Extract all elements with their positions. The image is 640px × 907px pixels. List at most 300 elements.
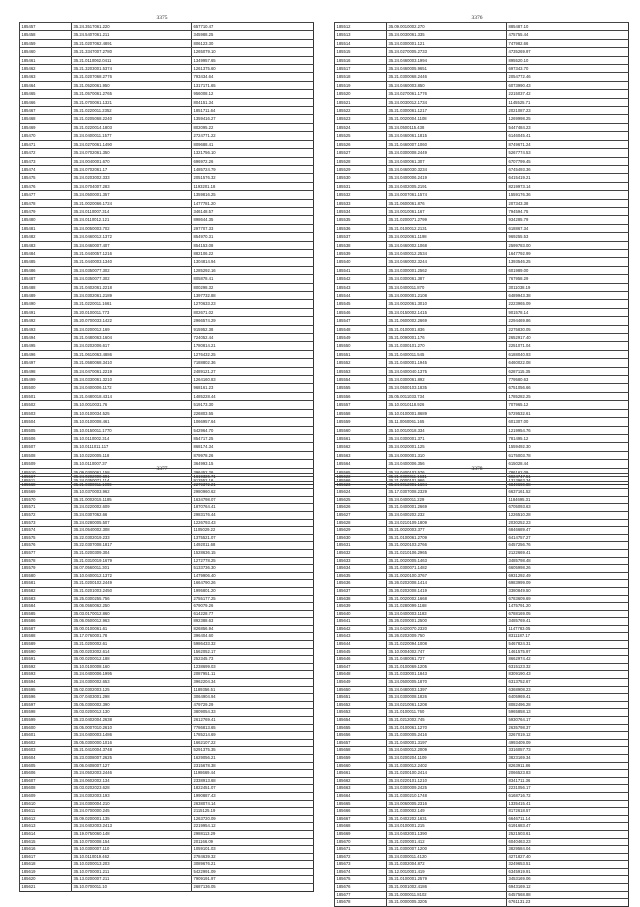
value-cell: 2251071.04: [507, 342, 629, 350]
table-row: [335, 39, 629, 47]
record-id-cell: 185460: [20, 48, 72, 56]
record-id-cell: 185629: [335, 527, 387, 535]
table-row: [335, 367, 629, 375]
value-cell: 1276432.25: [192, 350, 314, 358]
value-cell: 5133736.30: [192, 565, 314, 573]
record-id-cell: 185657: [335, 739, 387, 747]
record-id-cell: 185540: [335, 258, 387, 266]
value-cell: 3316057.73: [507, 747, 629, 755]
coordinate-cell: 35.24.0400006.1995: [72, 671, 192, 679]
value-cell: 1662107.22: [192, 739, 314, 747]
table-row: [335, 409, 629, 417]
record-id-cell: 185660: [335, 762, 387, 770]
record-id-cell: 185604: [20, 754, 72, 762]
coordinate-cell: 35.13.0200007.211: [72, 876, 192, 884]
coordinate-cell: 35.19.0750060.148: [72, 830, 192, 838]
value-cell: 898644.35: [192, 216, 314, 224]
coordinate-cell: 35.21.0020004.1108: [387, 115, 507, 123]
record-id-cell: 185459: [20, 39, 72, 47]
value-cell: 6315123.32: [507, 663, 629, 671]
coordinate-cell: 35.24.0007061.1574: [387, 191, 507, 199]
value-cell: 679079.26: [192, 603, 314, 611]
value-cell: 614228.77: [192, 610, 314, 618]
table-row: [20, 861, 314, 869]
table-row: [335, 717, 629, 725]
table-row: [335, 31, 629, 39]
value-cell: 5422991.09: [192, 868, 314, 876]
table-row: [20, 542, 314, 550]
value-cell: 6849690.88: [507, 481, 629, 489]
coordinate-cell: 35.21.0000005.3205: [387, 899, 507, 907]
table-row: [335, 884, 629, 892]
table-row: [20, 140, 314, 148]
coordinate-cell: 35.09.0300061.158: [72, 468, 192, 476]
table-row: [335, 199, 629, 207]
coordinate-cell: 35.24.0400003.1183: [387, 610, 507, 618]
table-row: [335, 157, 629, 165]
value-cell: 779580.63: [507, 376, 629, 384]
record-id-cell: 185656: [335, 732, 387, 740]
coordinate-cell: 35.22.0302019.233: [72, 534, 192, 542]
value-cell: 252345.73: [192, 656, 314, 664]
page-number: 3375: [156, 15, 168, 21]
value-cell: 1313963.34: [507, 476, 629, 484]
coordinate-cell: 35.20.0700033.1422: [72, 317, 192, 325]
coordinate-cell: 35.10.0010018.334: [387, 426, 507, 434]
coordinate-cell: 35.21.0580068.3410: [72, 359, 192, 367]
value-cell: 2652917.40: [507, 334, 629, 342]
record-id-cell: 185536: [335, 224, 387, 232]
coordinate-cell: 35.21.0207062.4891: [72, 39, 192, 47]
coordinate-cell: 35.21.0220011.1661: [72, 300, 192, 308]
coordinate-cell: 35.12.0010001.419: [387, 868, 507, 876]
coordinate-cell: 35.21.0100001.2579: [387, 876, 507, 884]
record-id-cell: 185573: [20, 519, 72, 527]
table-row: [335, 434, 629, 442]
coordinate-cell: 35.24.0270061.1490: [72, 140, 192, 148]
table-row: [335, 868, 629, 876]
value-cell: 934285.79: [507, 216, 629, 224]
record-id-cell: 185626: [335, 504, 387, 512]
table-row: [20, 191, 314, 199]
value-cell: 3380849.50: [507, 587, 629, 595]
coordinate-cell: 35.24.0307062.66: [72, 511, 192, 519]
coordinate-cell: 35.24.0202000.691: [72, 474, 192, 482]
record-id-cell: 185577: [20, 549, 72, 557]
coordinate-cell: 35.05.0300002.390: [72, 701, 192, 709]
record-id-cell: 185603: [20, 747, 72, 755]
record-id-cell: 185499: [20, 376, 72, 384]
value-cell: 8172618.57: [507, 808, 629, 816]
table-row: [20, 275, 314, 283]
table-row: [335, 249, 629, 257]
record-id-cell: 185567: [20, 474, 72, 482]
table-row: [335, 557, 629, 565]
coordinate-cell: 35.24.0400006.356: [387, 460, 507, 468]
value-cell: 6460022.08: [507, 359, 629, 367]
table-row: [335, 770, 629, 778]
value-cell: 786162.09: [507, 468, 629, 476]
coordinate-cell: 35.22.0307008.1817: [72, 542, 192, 550]
record-id-cell: 185633: [335, 557, 387, 565]
value-cell: 1477781.20: [192, 199, 314, 207]
record-id-cell: 185477: [20, 191, 72, 199]
coordinate-cell: 35.24.0400006.1172: [72, 384, 192, 392]
value-cell: 3809054.33: [192, 709, 314, 717]
table-row: [20, 451, 314, 459]
coordinate-cell: 35.24.0302003.193: [72, 792, 192, 800]
coordinate-cell: 35.21.0200002.61: [72, 641, 192, 649]
table-row: [20, 549, 314, 557]
table-row: [20, 65, 314, 73]
record-id-cell: 185539: [335, 249, 387, 257]
table-row: [335, 56, 629, 64]
record-id-cell: 185605: [20, 762, 72, 770]
record-id-cell: 185625: [335, 496, 387, 504]
coordinate-cell: 35.24.0203002.333: [72, 174, 192, 182]
coordinate-cell: 35.10.0370003.962: [72, 489, 192, 497]
record-id-cell: 185548: [335, 325, 387, 333]
value-cell: 2087951.11: [192, 671, 314, 679]
record-id-cell: 185616: [20, 846, 72, 854]
coordinate-cell: 35.21.0440003.1340: [72, 258, 192, 266]
record-id-cell: 185583: [20, 595, 72, 603]
value-cell: 2338913.68: [192, 777, 314, 785]
table-row: [20, 679, 314, 687]
value-cell: 2051576.32: [192, 174, 314, 182]
coordinate-cell: 35.24.0110007.314: [72, 207, 192, 215]
page-2: [334, 15, 620, 485]
coordinate-cell: 35.21.0220094.1008: [387, 641, 507, 649]
coordinate-cell: 35.24.0000001.310: [387, 451, 507, 459]
table-row: [335, 777, 629, 785]
table-row: [335, 90, 629, 98]
table-row: [335, 625, 629, 633]
record-id-cell: 185542: [335, 275, 387, 283]
value-cell: 6287115.35: [507, 367, 629, 375]
coordinate-cell: 35.24.0300011.4120: [387, 853, 507, 861]
coordinate-cell: 35.21.0610063.4886: [72, 350, 192, 358]
record-id-cell: 185541: [335, 266, 387, 274]
coordinate-cell: 35.24.0210061.1208: [387, 701, 507, 709]
coordinate-cell: 35.21.0402061.2218: [72, 283, 192, 291]
record-id-cell: 185617: [20, 853, 72, 861]
page-4: [334, 466, 620, 907]
table-row: [20, 233, 314, 241]
record-id-cell: 185531: [335, 182, 387, 190]
record-id-cell: 185530: [335, 174, 387, 182]
table-row: [20, 443, 314, 451]
value-cell: 207343.38: [507, 199, 629, 207]
coordinate-cell: 35.26.0202009.750: [387, 633, 507, 641]
record-id-cell: 185668: [335, 823, 387, 831]
value-cell: 2294469.86: [507, 317, 629, 325]
coordinate-cell: 35.05.0300000.1016: [72, 739, 192, 747]
record-id-cell: 185587: [20, 625, 72, 633]
record-id-cell: 185560: [335, 426, 387, 434]
coordinate-cell: 35.24.0460061.1815: [387, 132, 507, 140]
table-row: [335, 504, 629, 512]
coordinate-cell: 35.21.0207068.2776: [72, 73, 192, 81]
coordinate-cell: 36.07.0560011.301: [72, 565, 192, 573]
value-cell: 879978.26: [192, 451, 314, 459]
coordinate-cell: 35.21.0280099.1168: [387, 603, 507, 611]
value-cell: 1105029.22: [192, 527, 314, 535]
table-row: [335, 709, 629, 717]
value-cell: 8309190.43: [507, 671, 629, 679]
coordinate-cell: 35.24.0300061.387: [387, 275, 507, 283]
record-id-cell: 185674: [335, 868, 387, 876]
record-id-cell: 185464: [20, 81, 72, 89]
value-cell: 1269998.25: [507, 115, 629, 123]
record-id-cell: 185549: [335, 334, 387, 342]
value-cell: 915952.38: [192, 325, 314, 333]
value-cell: 4271827.40: [507, 853, 629, 861]
value-cell: 1272778.25: [192, 557, 314, 565]
coordinate-cell: 35.24.0460007.407: [72, 241, 192, 249]
value-cell: 2066523.83: [507, 770, 629, 778]
table-row: [20, 107, 314, 115]
record-id-cell: 185671: [335, 846, 387, 854]
coordinate-cell: 35.24.0400103.576: [387, 468, 507, 476]
value-cell: 6489943.38: [507, 292, 629, 300]
value-cell: 346148.57: [192, 207, 314, 215]
record-id-cell: 185487: [20, 275, 72, 283]
coordinate-cell: 35.10.0300007.110: [72, 846, 192, 854]
value-cell: 1647792.99: [507, 249, 629, 257]
table-row: [335, 207, 629, 215]
record-id-cell: 185554: [335, 376, 387, 384]
value-cell: 618867.34: [507, 224, 629, 232]
record-id-cell: 185481: [20, 224, 72, 232]
record-id-cell: 185483: [20, 241, 72, 249]
coordinate-cell: 35.17.0760001.78: [72, 633, 192, 641]
table-row: [335, 334, 629, 342]
coordinate-cell: 35.10.0010118.926: [387, 401, 507, 409]
value-cell: 1066957.64: [192, 418, 314, 426]
table-row: [335, 861, 629, 869]
value-cell: 6931292.49: [507, 572, 629, 580]
table-row: [20, 511, 314, 519]
coordinate-cell: 35.25.0300255.756: [72, 595, 192, 603]
coordinate-cell: 35.24.0300009.2425: [387, 785, 507, 793]
value-cell: 5267774.53: [507, 149, 629, 157]
record-id-cell: 185474: [20, 165, 72, 173]
coordinate-cell: 35.24.0020061.3010: [387, 300, 507, 308]
value-cell: 6345919.91: [507, 868, 629, 876]
coordinate-cell: 35.21.0700061.1321: [72, 98, 192, 106]
value-cell: 1359816.25: [192, 191, 314, 199]
record-id-cell: 185502: [20, 401, 72, 409]
coordinate-cell: 35.21.0212002.745: [387, 717, 507, 725]
table-row: [20, 308, 314, 316]
coordinate-cell: 35.21.0020103.2766: [387, 542, 507, 550]
value-cell: 8263911.86: [507, 762, 629, 770]
coordinate-cell: 35.23.0308007.2625: [72, 754, 192, 762]
table-row: [335, 694, 629, 702]
record-id-cell: 185565: [335, 468, 387, 476]
table-row: [335, 891, 629, 899]
value-cell: 6846689.47: [507, 527, 629, 535]
record-id-cell: 185476: [20, 182, 72, 190]
coordinate-cell: 35.24.0302061.2189: [72, 292, 192, 300]
record-id-cell: 185501: [20, 392, 72, 400]
table-row: [335, 641, 629, 649]
value-cell: 5729532.61: [507, 409, 629, 417]
record-id-cell: 185588: [20, 633, 72, 641]
record-id-cell: 185581: [20, 580, 72, 588]
table-row: [20, 149, 314, 157]
value-cell: 6705093.63: [507, 504, 629, 512]
value-cell: 969255.53: [507, 233, 629, 241]
record-id-cell: 185533: [335, 199, 387, 207]
record-id-cell: 185486: [20, 266, 72, 274]
value-cell: 1270633.23: [192, 300, 314, 308]
record-id-cell: 185636: [335, 580, 387, 588]
table-row: [20, 762, 314, 770]
record-id-cell: 185627: [335, 511, 387, 519]
table-row: [20, 876, 314, 884]
coordinate-cell: 35.10.0700011.10: [72, 884, 192, 892]
table-row: [335, 519, 629, 527]
record-id-cell: 185466: [20, 98, 72, 106]
coordinate-cell: 35.21.0200102.2449: [72, 580, 192, 588]
record-id-cell: 185535: [335, 216, 387, 224]
record-id-cell: 185663: [335, 785, 387, 793]
coordinate-cell: 35.24.0020061.1198: [387, 233, 507, 241]
record-id-cell: 185529: [335, 165, 387, 173]
value-cell: 2223965.09: [507, 300, 629, 308]
table-row: [20, 334, 314, 342]
record-id-cell: 185602: [20, 739, 72, 747]
record-id-cell: 185677: [335, 891, 387, 899]
value-cell: 1238699.03: [192, 663, 314, 671]
value-cell: 3829584.04: [507, 846, 629, 854]
table-row: [335, 792, 629, 800]
record-id-cell: 185510: [20, 468, 72, 476]
record-id-cell: 185582: [20, 587, 72, 595]
coordinate-cell: 35.24.0050003.702: [72, 224, 192, 232]
record-id-cell: 185578: [20, 557, 72, 565]
record-id-cell: 185580: [20, 572, 72, 580]
table-row: [20, 300, 314, 308]
coordinate-cell: 35.24.5407061.211: [72, 31, 192, 39]
value-cell: 3823169.34: [507, 754, 629, 762]
record-id-cell: 185599: [20, 717, 72, 725]
value-cell: 297707.33: [192, 224, 314, 232]
coordinate-cell: 35.24.0020001.125: [387, 443, 507, 451]
table-row: [20, 325, 314, 333]
record-id-cell: 185550: [335, 342, 387, 350]
value-cell: 2315678.38: [192, 762, 314, 770]
ledger-table: [334, 22, 629, 485]
coordinate-cell: 35.21.0200071.2799: [387, 216, 507, 224]
coordinate-cell: 35.24.0400012.2534: [387, 249, 507, 257]
table-row: [20, 174, 314, 182]
coordinate-cell: 35.24.0502003.2446: [72, 770, 192, 778]
record-id-cell: 185508: [20, 451, 72, 459]
value-cell: 2983176.44: [192, 511, 314, 519]
value-cell: 364993.15: [192, 460, 314, 468]
record-id-cell: 185522: [335, 107, 387, 115]
table-row: [335, 701, 629, 709]
coordinate-cell: 35.24.0400011.870: [387, 283, 507, 291]
value-cell: 6188040.93: [507, 350, 629, 358]
table-row: [20, 384, 314, 392]
table-row: [335, 23, 629, 31]
coordinate-cell: 35.21.0410004.3748: [72, 747, 192, 755]
value-cell: 6788169.05: [507, 610, 629, 618]
table-row: [335, 489, 629, 497]
table-row: [335, 342, 629, 350]
record-id-cell: 185537: [335, 233, 387, 241]
table-row: [335, 258, 629, 266]
value-cell: 345988.25: [192, 31, 314, 39]
coordinate-cell: 35.21.0100001.836: [387, 325, 507, 333]
record-id-cell: 185479: [20, 207, 72, 215]
value-cell: 1780814.21: [192, 342, 314, 350]
coordinate-cell: 35.24.0702061.350: [72, 149, 192, 157]
value-cell: 6605998.26: [507, 565, 629, 573]
record-id-cell: 185492: [20, 317, 72, 325]
coordinate-cell: 35.24.0700000.245: [72, 808, 192, 816]
coordinate-cell: 35.24.0300001.2562: [387, 266, 507, 274]
record-id-cell: 185612: [20, 815, 72, 823]
value-cell: 4993409.09: [507, 739, 629, 747]
record-id-cell: 185634: [335, 565, 387, 573]
record-id-cell: 185571: [20, 504, 72, 512]
record-id-cell: 185609: [20, 792, 72, 800]
coordinate-cell: 35.24.0420070.2320: [387, 625, 507, 633]
table-row: [20, 580, 314, 588]
coordinate-cell: 35.24.0200012.169: [72, 325, 192, 333]
record-id-cell: 185619: [20, 868, 72, 876]
value-cell: 2724771.22: [192, 132, 314, 140]
coordinate-cell: 35.24.0110012.121: [72, 216, 192, 224]
table-row: [20, 618, 314, 626]
coordinate-cell: 35.24.0300001.121: [387, 39, 507, 47]
record-id-cell: 185471: [20, 140, 72, 148]
coordinate-cell: 35.05.0011033.734: [387, 392, 507, 400]
record-id-cell: 185613: [20, 823, 72, 831]
record-id-cell: 185638: [335, 595, 387, 603]
record-id-cell: 185518: [335, 73, 387, 81]
table-row: [335, 451, 629, 459]
table-row: [335, 191, 629, 199]
record-id-cell: 185585: [20, 610, 72, 618]
record-id-cell: 185520: [335, 90, 387, 98]
coordinate-cell: 35.24.0460003.850: [387, 81, 507, 89]
table-row: [20, 648, 314, 656]
value-cell: 1375521.07: [192, 534, 314, 542]
coordinate-cell: 35.21.3347007.2780: [72, 48, 192, 56]
value-cell: 802095.22: [192, 123, 314, 131]
value-cell: 724052.44: [192, 334, 314, 342]
table-row: [335, 107, 629, 115]
value-cell: 6040463.23: [507, 838, 629, 846]
table-row: [335, 233, 629, 241]
record-id-cell: 185630: [335, 534, 387, 542]
record-id-cell: 185496: [20, 350, 72, 358]
record-id-cell: 185563: [335, 451, 387, 459]
record-id-cell: 185644: [335, 641, 387, 649]
coordinate-cell: 35.21.0210106.2965: [387, 549, 507, 557]
value-cell: 2612769.41: [192, 717, 314, 725]
table-row: [20, 686, 314, 694]
record-id-cell: 185556: [335, 392, 387, 400]
value-cell: 2599783.00: [507, 241, 629, 249]
coordinate-cell: 35.10.0220005.118: [72, 451, 192, 459]
